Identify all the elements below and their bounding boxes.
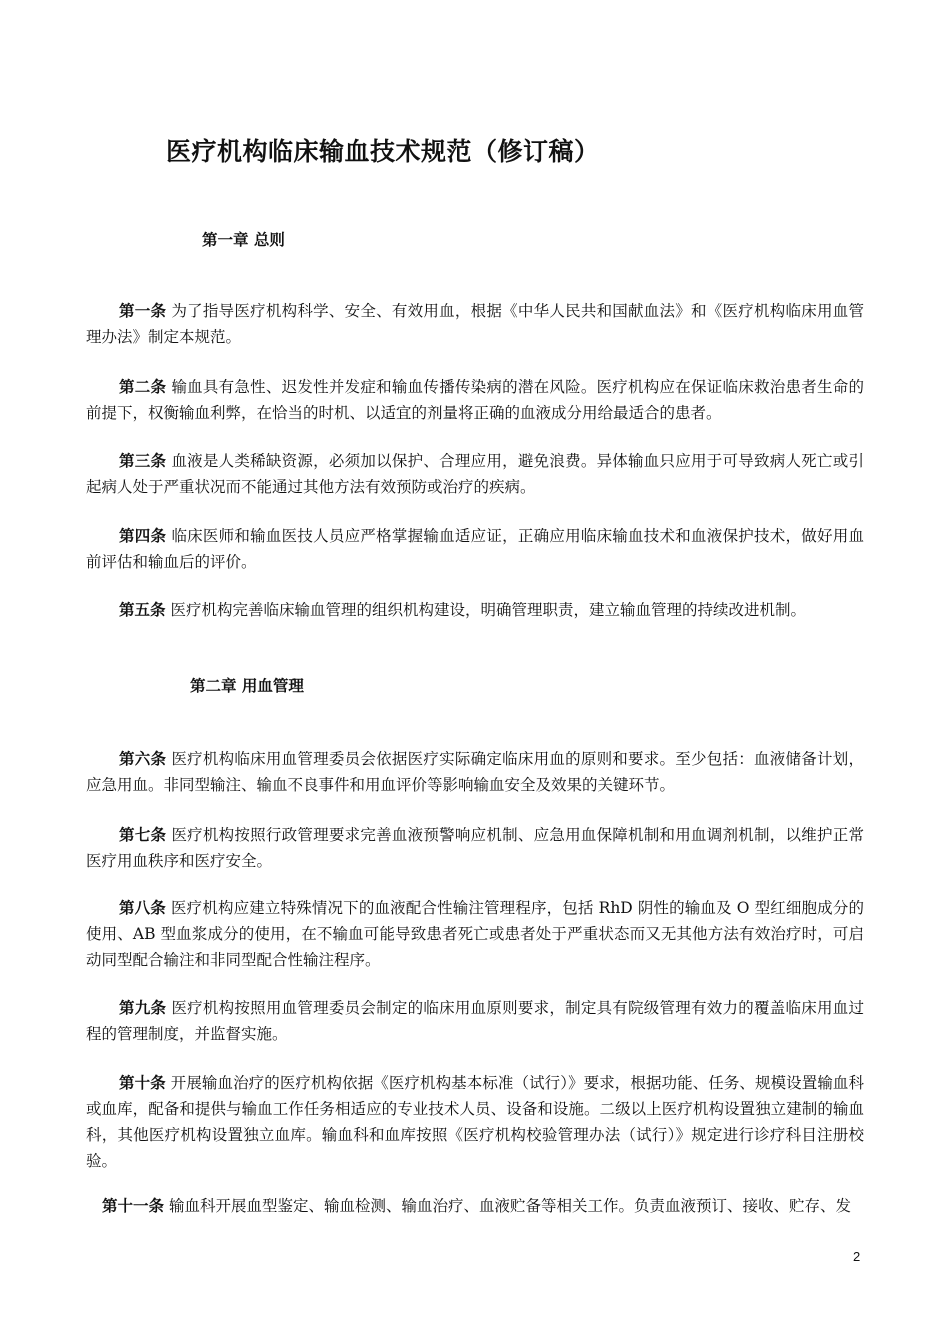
article-label: 第三条 xyxy=(119,452,167,470)
article-11 xyxy=(86,1193,864,1219)
article-text: 血液是人类稀缺资源，必须加以保护、合理应用，避免浪费。异体输血只应用于可导致病人死亡或引起病人处于严重状况而不能通过其他方法有效预防或治疗的疾病。 xyxy=(86,452,864,496)
document-title: 医疗机构临床输血技术规范（修订稿） xyxy=(166,137,600,166)
article-1 xyxy=(86,298,864,350)
article-text: 临床医师和输血医技人员应严格掌握输血适应证，正确应用临床输血技术和血液保护技术，做好用血前评估和输血后的评价。 xyxy=(86,527,864,571)
article-10 xyxy=(86,1070,864,1174)
article-text: 开展输血治疗的医疗机构依据《医疗机构基本标准（试行）》要求，根据功能、任务、规模设置输血科或血库，配备和提供与输血工作任务相适应的专业技术人员、设备和设施。二级以上医疗机构设置独立建制的输血科，其他医疗机构设置独立血库。输血科和血库按照《医疗机构校验管理办法（试行）》规定进行诊疗科目注册校验。 xyxy=(86,1074,864,1170)
article-text: 医疗机构应建立特殊情况下的血液配合性输注管理程序，包括 RhD 阴性的输血及 O 型红细胞成分的使用、AB 型血浆成分的使用，在不输血可能导致患者死亡或患者处于严重状态而又无其他方法有效治疗时，可启动同型配合输注和非同型配合性输注程序。 xyxy=(86,899,864,969)
chapter-heading-1: 第一章 总则 xyxy=(202,231,285,249)
article-7 xyxy=(86,822,864,874)
article-3 xyxy=(86,448,864,500)
page-number: 2 xyxy=(853,1249,861,1264)
article-text: 输血科开展血型鉴定、输血检测、输血治疗、血液贮备等相关工作。负责血液预订、接收、贮存、发 xyxy=(168,1197,851,1215)
article-label: 第十一条 xyxy=(102,1197,165,1215)
article-8 xyxy=(86,895,864,973)
article-text: 医疗机构按照用血管理委员会制定的临床用血原则要求，制定具有院级管理有效力的覆盖临床用血过程的管理制度，并监督实施。 xyxy=(86,999,864,1043)
article-2 xyxy=(86,374,864,426)
article-text: 为了指导医疗机构科学、安全、有效用血，根据《中华人民共和国献血法》和《医疗机构临床用血管理办法》制定本规范。 xyxy=(86,302,864,346)
article-label: 第七条 xyxy=(119,826,167,844)
article-6 xyxy=(86,746,864,798)
article-text: 医疗机构按照行政管理要求完善血液预警响应机制、应急用血保障机制和用血调剂机制，以维护正常医疗用血秩序和医疗安全。 xyxy=(86,826,864,870)
article-label: 第四条 xyxy=(119,527,167,545)
article-label: 第一条 xyxy=(119,302,167,320)
article-text: 医疗机构临床用血管理委员会依据医疗实际确定临床用血的原则和要求。至少包括：血液储备计划，应急用血。非同型输注、输血不良事件和用血评价等影响输血安全及效果的关键环节。 xyxy=(86,750,864,794)
chapter-heading-2: 第二章 用血管理 xyxy=(190,677,304,695)
article-label: 第八条 xyxy=(119,899,166,917)
article-label: 第六条 xyxy=(119,750,167,768)
article-label: 第十条 xyxy=(119,1074,166,1092)
article-5 xyxy=(86,597,864,623)
article-4 xyxy=(86,523,864,575)
article-label: 第二条 xyxy=(119,378,167,396)
article-9 xyxy=(86,995,864,1047)
article-text: 医疗机构完善临床输血管理的组织机构建设，明确管理职责，建立输血管理的持续改进机制。 xyxy=(170,601,806,619)
article-label: 第五条 xyxy=(119,601,166,619)
article-label: 第九条 xyxy=(119,999,167,1017)
article-text: 输血具有急性、迟发性并发症和输血传播传染病的潜在风险。医疗机构应在保证临床救治患者生命的前提下，权衡输血利弊，在恰当的时机、以适宜的剂量将正确的血液成分用给最适合的患者。 xyxy=(86,378,864,422)
